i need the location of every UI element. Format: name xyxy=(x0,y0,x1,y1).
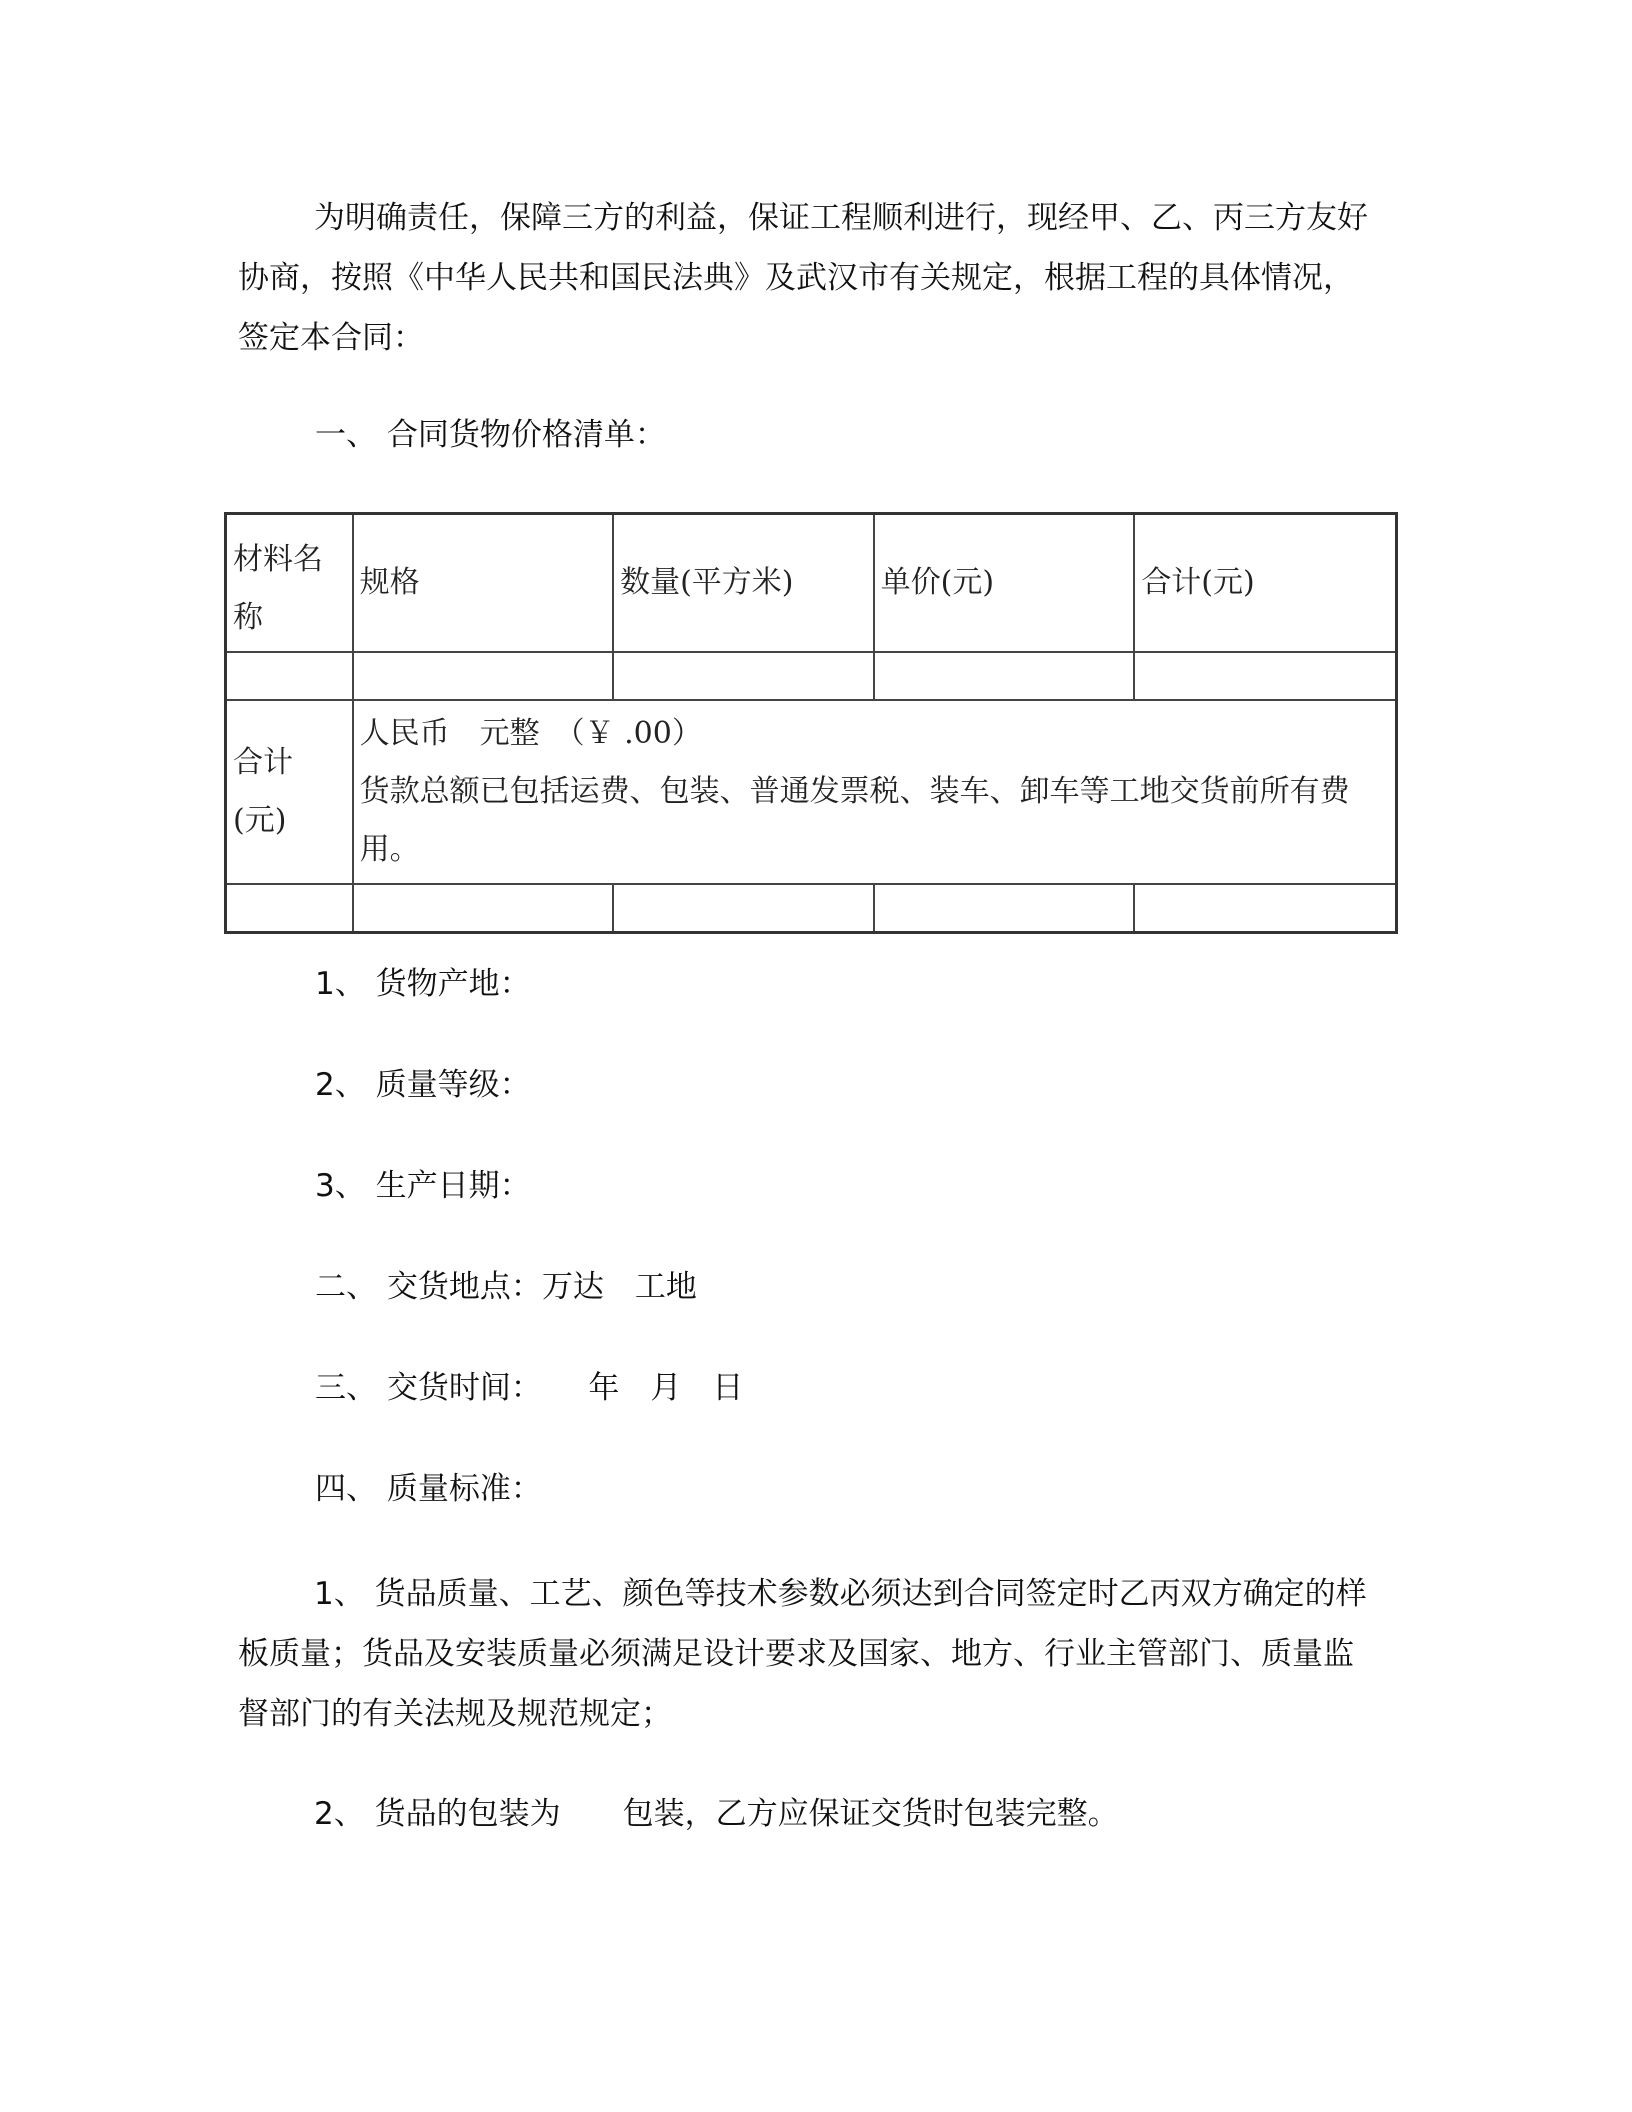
table-cell xyxy=(874,884,1135,933)
header-spec: 规格 xyxy=(353,514,614,653)
table-cell xyxy=(353,884,614,933)
total-content xyxy=(353,700,1397,884)
table-cell xyxy=(1134,884,1396,933)
item-origin: 1、 货物产地： xyxy=(315,966,531,1002)
total-note: 货款总额已包括运费、包装、普通发票税、装车、卸车等工地交货前所有费用。 xyxy=(359,774,1350,867)
section-1-title: 一、 合同货物价格清单： xyxy=(315,417,666,453)
table-row xyxy=(226,884,1397,933)
quality-clause-2: 2、 货品的包装为 包装，乙方应保证交货时包装完整。 xyxy=(314,1796,1119,1832)
total-label: 合计(元) xyxy=(226,700,353,884)
header-unit-price: 单价(元) xyxy=(874,514,1135,653)
table-total-row xyxy=(226,700,1397,884)
table-cell xyxy=(874,652,1135,700)
table-cell xyxy=(226,652,353,700)
header-quantity: 数量(平方米) xyxy=(613,514,874,653)
table-header-row xyxy=(226,514,1397,653)
intro-paragraph: 为明确责任，保障三方的利益，保证工程顺利进行，现经甲、乙、丙三方友好协商，按照《中华人民共和国民法典》及武汉市有关规定，根据工程的具体情况，签定本合同： xyxy=(238,200,1368,356)
table-cell xyxy=(613,652,874,700)
table-row xyxy=(226,652,1397,700)
header-subtotal: 合计(元) xyxy=(1134,514,1396,653)
total-amount: 人民币 元整 （￥ .00） xyxy=(359,716,702,751)
table-cell xyxy=(226,884,353,933)
section-3-delivery-time: 三、 交货时间： 年 月 日 xyxy=(315,1370,744,1406)
item-quality-grade: 2、 质量等级： xyxy=(315,1067,531,1103)
section-2-delivery-place: 二、 交货地点：万达 工地 xyxy=(315,1269,697,1305)
table-cell xyxy=(1134,652,1396,700)
header-material-name: 材料名称 xyxy=(226,514,353,653)
table-cell xyxy=(353,652,614,700)
price-table xyxy=(224,512,1398,934)
section-4-quality-standard: 四、 质量标准： xyxy=(315,1471,542,1507)
item-production-date: 3、 生产日期： xyxy=(315,1168,531,1204)
quality-clause-1: 1、 货品质量、工艺、颜色等技术参数必须达到合同签定时乙丙双方确定的样板质量；货品及安装质量必须满足设计要求及国家、地方、行业主管部门、质量监督部门的有关法规及规范规定； xyxy=(238,1576,1367,1732)
table-cell xyxy=(613,884,874,933)
